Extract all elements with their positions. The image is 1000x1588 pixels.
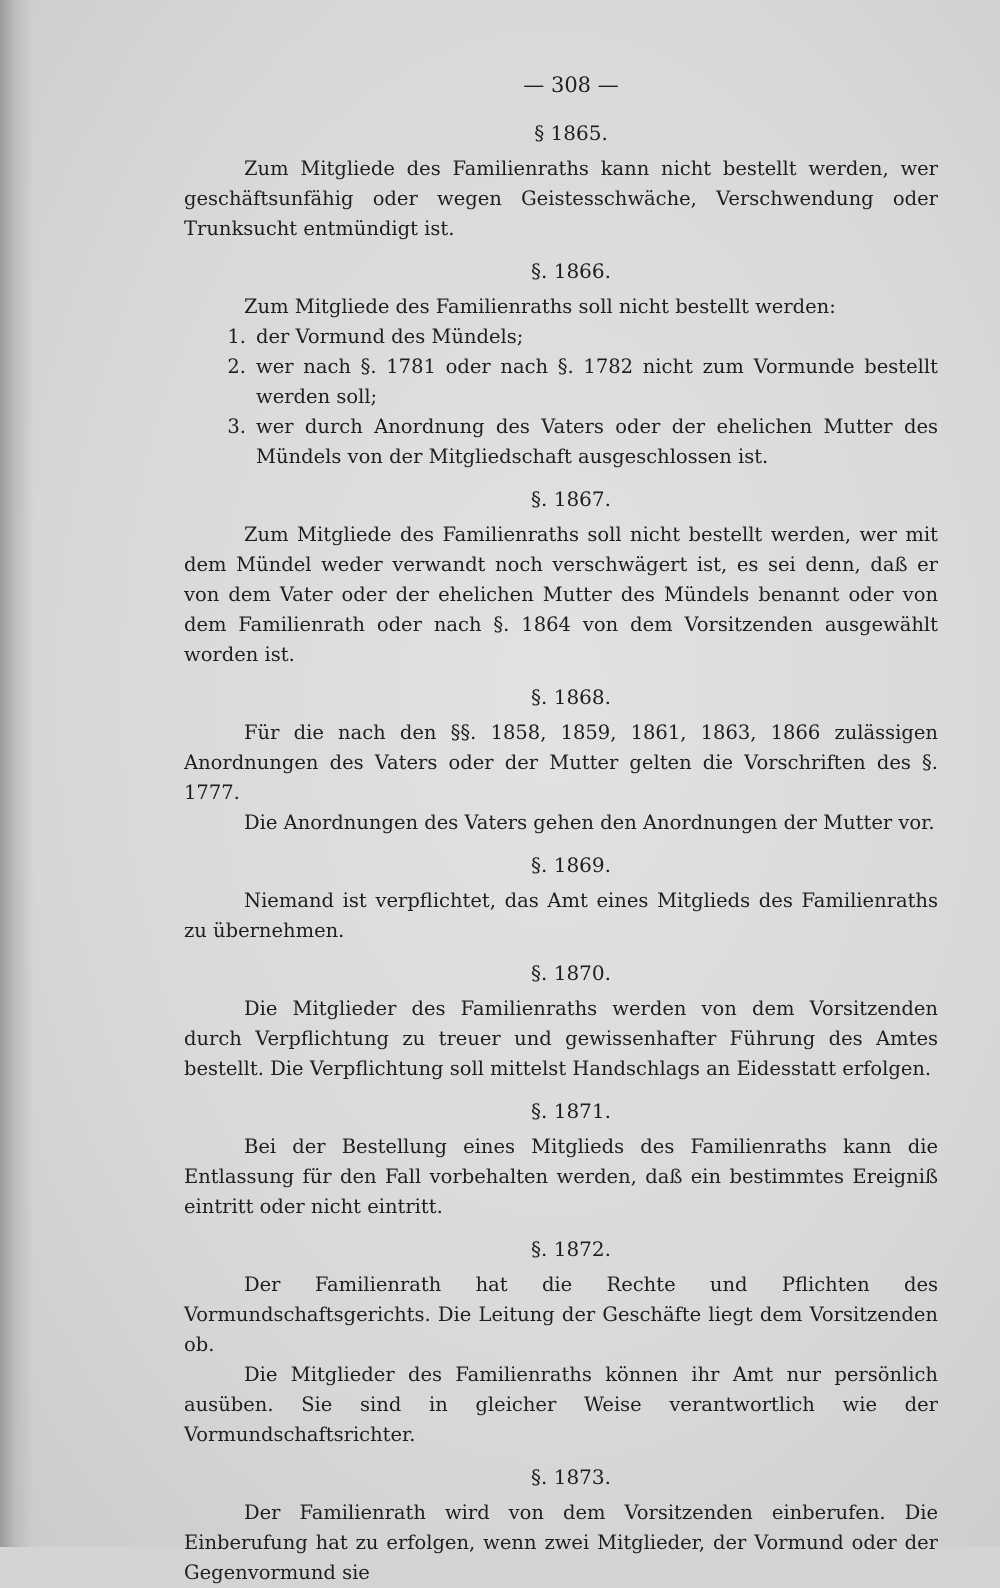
numbered-list xyxy=(184,322,938,472)
section-heading: §. 1870. xyxy=(531,961,611,985)
section-heading: §. 1873. xyxy=(531,1465,611,1489)
section-paragraph: Zum Mitgliede des Familienraths soll nicht bestellt werden, wer mit dem Mündel weder verwandt noch verschwägert ist, es sei denn, daß er von dem Vater oder der ehelichen Mutter des Mündels benannt oder von dem Familienrath oder nach §. 1864 von dem Vorsitzenden ausgewählt worden ist. xyxy=(184,523,938,666)
section-paragraph: Die Mitglieder des Familienraths können ihr Amt nur persönlich ausüben. Sie sind in gleicher Weise verantwortlich wie der Vormundschaftsrichter. xyxy=(184,1363,938,1446)
list-item xyxy=(184,352,938,412)
list-item-text: wer nach §. 1781 oder nach §. 1782 nicht zum Vormunde bestellt werden soll; xyxy=(256,355,938,408)
book-spine-shadow xyxy=(0,0,34,1547)
section-paragraph: Niemand ist verpflichtet, das Amt eines Mitglieds des Familienraths zu übernehmen. xyxy=(184,889,938,942)
list-item-number: 1. xyxy=(227,325,246,348)
list-item-number: 2. xyxy=(227,355,246,378)
list-item-text: der Vormund des Mündels; xyxy=(256,325,524,348)
section-paragraph: Der Familienrath hat die Rechte und Pflichten des Vormundschaftsgerichts. Die Leitung der Geschäfte liegt dem Vorsitzenden ob. xyxy=(184,1273,938,1356)
list-item xyxy=(184,412,938,472)
section-paragraph: Die Mitglieder des Familienraths werden von dem Vorsitzenden durch Verpflichtung zu treuer und gewissenhafter Führung des Amtes bestellt. Die Verpflichtung soll mittelst Handschlags an Eidesstatt erfolgen. xyxy=(184,997,938,1080)
section-heading: § 1865. xyxy=(534,121,608,145)
page-number: — 308 — xyxy=(523,73,619,97)
list-item xyxy=(184,322,938,352)
section-heading: §. 1869. xyxy=(531,853,611,877)
section-heading: §. 1871. xyxy=(531,1099,611,1123)
page-text xyxy=(184,70,938,1588)
section-paragraph: Zum Mitgliede des Familienraths soll nicht bestellt werden: xyxy=(244,295,836,318)
section-heading: §. 1867. xyxy=(531,487,611,511)
section-heading: §. 1868. xyxy=(531,685,611,709)
section-paragraph: Der Familienrath wird von dem Vorsitzenden einberufen. Die Einberufung hat zu erfolgen, wenn zwei Mitglieder, der Vormund oder der Gegenvormund sie xyxy=(184,1501,938,1584)
section-paragraph: Für die nach den §§. 1858, 1859, 1861, 1863, 1866 zulässigen Anordnungen des Vaters oder der Mutter gelten die Vorschriften des §. 1777. xyxy=(184,721,938,804)
section-heading: §. 1872. xyxy=(531,1237,611,1261)
list-item-text: wer durch Anordnung des Vaters oder der ehelichen Mutter des Mündels von der Mitgliedschaft ausgeschlossen ist. xyxy=(256,415,938,468)
section-heading: §. 1866. xyxy=(531,259,611,283)
section-paragraph: Die Anordnungen des Vaters gehen den Anordnungen der Mutter vor. xyxy=(244,811,935,834)
section-paragraph: Zum Mitgliede des Familienraths kann nicht bestellt werden, wer geschäftsunfähig oder wegen Geistesschwäche, Verschwendung oder Trunksucht entmündigt ist. xyxy=(184,157,938,240)
list-item-number: 3. xyxy=(227,415,246,438)
section-paragraph: Bei der Bestellung eines Mitglieds des Familienraths kann die Entlassung für den Fall vorbehalten werden, daß ein bestimmtes Ereigniß eintritt oder nicht eintritt. xyxy=(184,1135,938,1218)
sections-container xyxy=(184,118,938,1588)
